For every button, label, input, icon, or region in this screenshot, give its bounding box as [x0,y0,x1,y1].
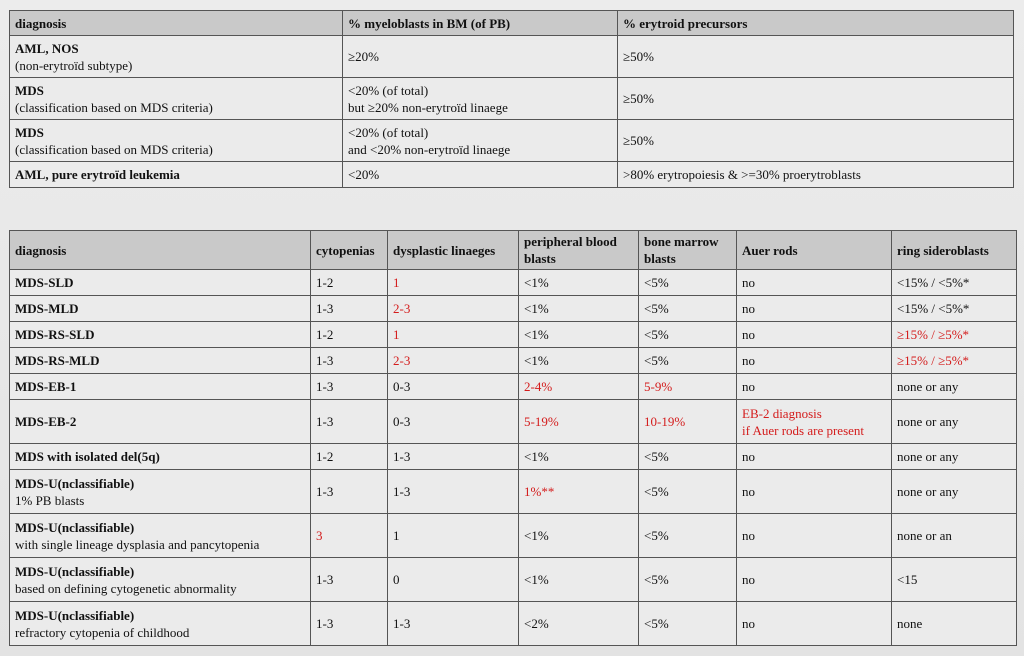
bone-marrow-blasts-cell: <5% [639,322,737,348]
diagnosis-cell [10,162,343,188]
dysplastic-linaeges-cell: 1 [388,322,519,348]
erytroid-cell: ≥50% [618,36,1014,78]
dysplastic-linaeges-cell: 0 [388,558,519,602]
auer-rods-cell [737,558,892,602]
auer-rods-line: no [742,301,755,316]
column-header: % myeloblasts in BM (of PB) [343,11,618,36]
diagnosis-cell [10,470,311,514]
ring-sideroblasts-cell: none or any [892,374,1017,400]
diagnosis-name: MDS-U(nclassifiable) [15,563,135,579]
table-header-row [10,11,1014,36]
column-header: Auer rods [737,231,892,270]
auer-rods-cell [737,270,892,296]
diagnosis-subtitle: with single lineage dysplasia and pancytopenia [15,536,260,552]
auer-rods-line: no [742,379,755,394]
table-row [10,400,1017,444]
peripheral-blood-blasts-cell: <1% [519,514,639,558]
column-header: cytopenias [311,231,388,270]
auer-rods-line: no [742,449,755,464]
diagnosis-cell [10,400,311,444]
ring-sideroblasts-cell: none or an [892,514,1017,558]
diagnosis-subtitle: (classification based on MDS criteria) [15,141,213,157]
diagnosis-subtitle: based on defining cytogenetic abnormality [15,580,237,596]
diagnosis-name: AML, NOS [15,40,79,56]
erytroid-cell: >80% erytropoiesis & >=30% proerytroblasts [618,162,1014,188]
mds-classification-table [9,230,1017,646]
diagnosis-name: MDS with isolated del(5q) [15,449,160,464]
auer-rods-line: no [742,275,755,290]
bone-marrow-blasts-cell: <5% [639,558,737,602]
diagnosis-name: AML, pure erytroïd leukemia [15,167,180,182]
column-header: dysplastic linaeges [388,231,519,270]
cytopenias-cell: 1-3 [311,558,388,602]
column-header: ring sideroblasts [892,231,1017,270]
bone-marrow-blasts-cell: <5% [639,296,737,322]
table-row [10,348,1017,374]
bone-marrow-blasts-cell: <5% [639,470,737,514]
diagnosis-cell [10,374,311,400]
table-row [10,120,1014,162]
auer-rods-line: no [742,353,755,368]
myeloblasts-cell [343,120,618,162]
ring-sideroblasts-cell: <15 [892,558,1017,602]
myeloblasts-line: <20% (of total) [348,82,429,98]
diagnosis-cell [10,514,311,558]
diagnosis-subtitle: (classification based on MDS criteria) [15,99,213,115]
table-row [10,470,1017,514]
ring-sideroblasts-cell: none or any [892,444,1017,470]
dysplastic-linaeges-cell: 0-3 [388,374,519,400]
table-row [10,162,1014,188]
column-header: peripheral blood blasts [519,231,639,270]
auer-rods-cell [737,400,892,444]
diagnosis-name: MDS-U(nclassifiable) [15,475,135,491]
bone-marrow-blasts-cell: <5% [639,514,737,558]
auer-rods-cell [737,514,892,558]
auer-rods-cell [737,322,892,348]
cytopenias-cell: 1-2 [311,270,388,296]
aml-mds-erythroid-table [9,10,1014,188]
column-header: diagnosis [10,11,343,36]
auer-rods-cell [737,444,892,470]
cytopenias-cell: 3 [311,514,388,558]
table-row [10,36,1014,78]
erytroid-cell: ≥50% [618,120,1014,162]
diagnosis-cell [10,348,311,374]
table-row [10,270,1017,296]
dysplastic-linaeges-cell: 0-3 [388,400,519,444]
diagnosis-cell [10,322,311,348]
diagnosis-name: MDS-U(nclassifiable) [15,519,135,535]
bone-marrow-blasts-cell: <5% [639,270,737,296]
auer-rods-line: EB-2 diagnosis [742,405,822,421]
myeloblasts-line: ≥20% [348,49,379,64]
myeloblasts-line: <20% (of total) [348,124,429,140]
bone-marrow-blasts-cell: 10-19% [639,400,737,444]
cytopenias-cell: 1-3 [311,374,388,400]
peripheral-blood-blasts-cell: <1% [519,270,639,296]
column-header: bone marrow blasts [639,231,737,270]
bone-marrow-blasts-cell: <5% [639,348,737,374]
bone-marrow-blasts-cell: <5% [639,602,737,646]
cytopenias-cell: 1-3 [311,470,388,514]
cytopenias-cell: 1-3 [311,348,388,374]
table-row [10,514,1017,558]
cytopenias-cell: 1-3 [311,400,388,444]
peripheral-blood-blasts-cell: <2% [519,602,639,646]
auer-rods-cell [737,374,892,400]
diagnosis-subtitle: refractory cytopenia of childhood [15,624,190,640]
diagnosis-cell [10,270,311,296]
myeloblasts-cell [343,78,618,120]
ring-sideroblasts-cell: none [892,602,1017,646]
table-header-row [10,231,1017,270]
peripheral-blood-blasts-cell: 2-4% [519,374,639,400]
erytroid-cell: ≥50% [618,78,1014,120]
column-header: % erytroid precursors [618,11,1014,36]
ring-sideroblasts-cell: <15% / <5%* [892,296,1017,322]
dysplastic-linaeges-cell: 1-3 [388,470,519,514]
diagnosis-cell [10,120,343,162]
dysplastic-linaeges-cell: 2-3 [388,296,519,322]
diagnosis-cell [10,602,311,646]
dysplastic-linaeges-cell: 1 [388,270,519,296]
diagnosis-name: MDS-U(nclassifiable) [15,607,135,623]
cytopenias-cell: 1-2 [311,322,388,348]
dysplastic-linaeges-cell: 1-3 [388,444,519,470]
diagnosis-cell [10,558,311,602]
auer-rods-cell [737,602,892,646]
diagnosis-name: MDS-EB-1 [15,379,77,394]
auer-rods-cell [737,470,892,514]
table-row [10,296,1017,322]
dysplastic-linaeges-cell: 1 [388,514,519,558]
peripheral-blood-blasts-cell: <1% [519,296,639,322]
diagnosis-subtitle: 1% PB blasts [15,492,85,508]
peripheral-blood-blasts-cell: <1% [519,558,639,602]
diagnosis-subtitle: (non-erytroïd subtype) [15,57,133,73]
auer-rods-line: no [742,528,755,543]
auer-rods-line: no [742,572,755,587]
auer-rods-line: no [742,484,755,499]
myeloblasts-cell [343,162,618,188]
table-row [10,558,1017,602]
ring-sideroblasts-cell: <15% / <5%* [892,270,1017,296]
myeloblasts-line: <20% [348,167,380,182]
table-row [10,322,1017,348]
myeloblasts-line: but ≥20% non-erytroïd linaege [348,99,508,115]
auer-rods-cell [737,296,892,322]
dysplastic-linaeges-cell: 1-3 [388,602,519,646]
ring-sideroblasts-cell: none or any [892,470,1017,514]
diagnosis-name: MDS-EB-2 [15,414,77,429]
table-row [10,602,1017,646]
bone-marrow-blasts-cell: <5% [639,444,737,470]
peripheral-blood-blasts-cell: 1%** [519,470,639,514]
table-row [10,78,1014,120]
myeloblasts-cell [343,36,618,78]
auer-rods-line: no [742,327,755,342]
diagnosis-name: MDS-MLD [15,301,79,316]
diagnosis-cell [10,444,311,470]
cytopenias-cell: 1-2 [311,444,388,470]
peripheral-blood-blasts-cell: <1% [519,322,639,348]
auer-rods-line: if Auer rods are present [742,422,865,438]
table-row [10,374,1017,400]
diagnosis-name: MDS-RS-MLD [15,353,100,368]
myeloblasts-line: and <20% non-erytroïd linaege [348,141,511,157]
ring-sideroblasts-cell: none or any [892,400,1017,444]
cytopenias-cell: 1-3 [311,602,388,646]
ring-sideroblasts-cell: ≥15% / ≥5%* [892,348,1017,374]
column-header: diagnosis [10,231,311,270]
table-row [10,444,1017,470]
diagnosis-name: MDS [15,124,44,140]
auer-rods-cell [737,348,892,374]
peripheral-blood-blasts-cell: 5-19% [519,400,639,444]
diagnosis-name: MDS-SLD [15,275,74,290]
cytopenias-cell: 1-3 [311,296,388,322]
dysplastic-linaeges-cell: 2-3 [388,348,519,374]
diagnosis-cell [10,296,311,322]
peripheral-blood-blasts-cell: <1% [519,444,639,470]
diagnosis-name: MDS-RS-SLD [15,327,95,342]
diagnosis-cell [10,36,343,78]
diagnosis-name: MDS [15,82,44,98]
diagnosis-cell [10,78,343,120]
auer-rods-line: no [742,616,755,631]
peripheral-blood-blasts-cell: <1% [519,348,639,374]
bone-marrow-blasts-cell: 5-9% [639,374,737,400]
ring-sideroblasts-cell: ≥15% / ≥5%* [892,322,1017,348]
